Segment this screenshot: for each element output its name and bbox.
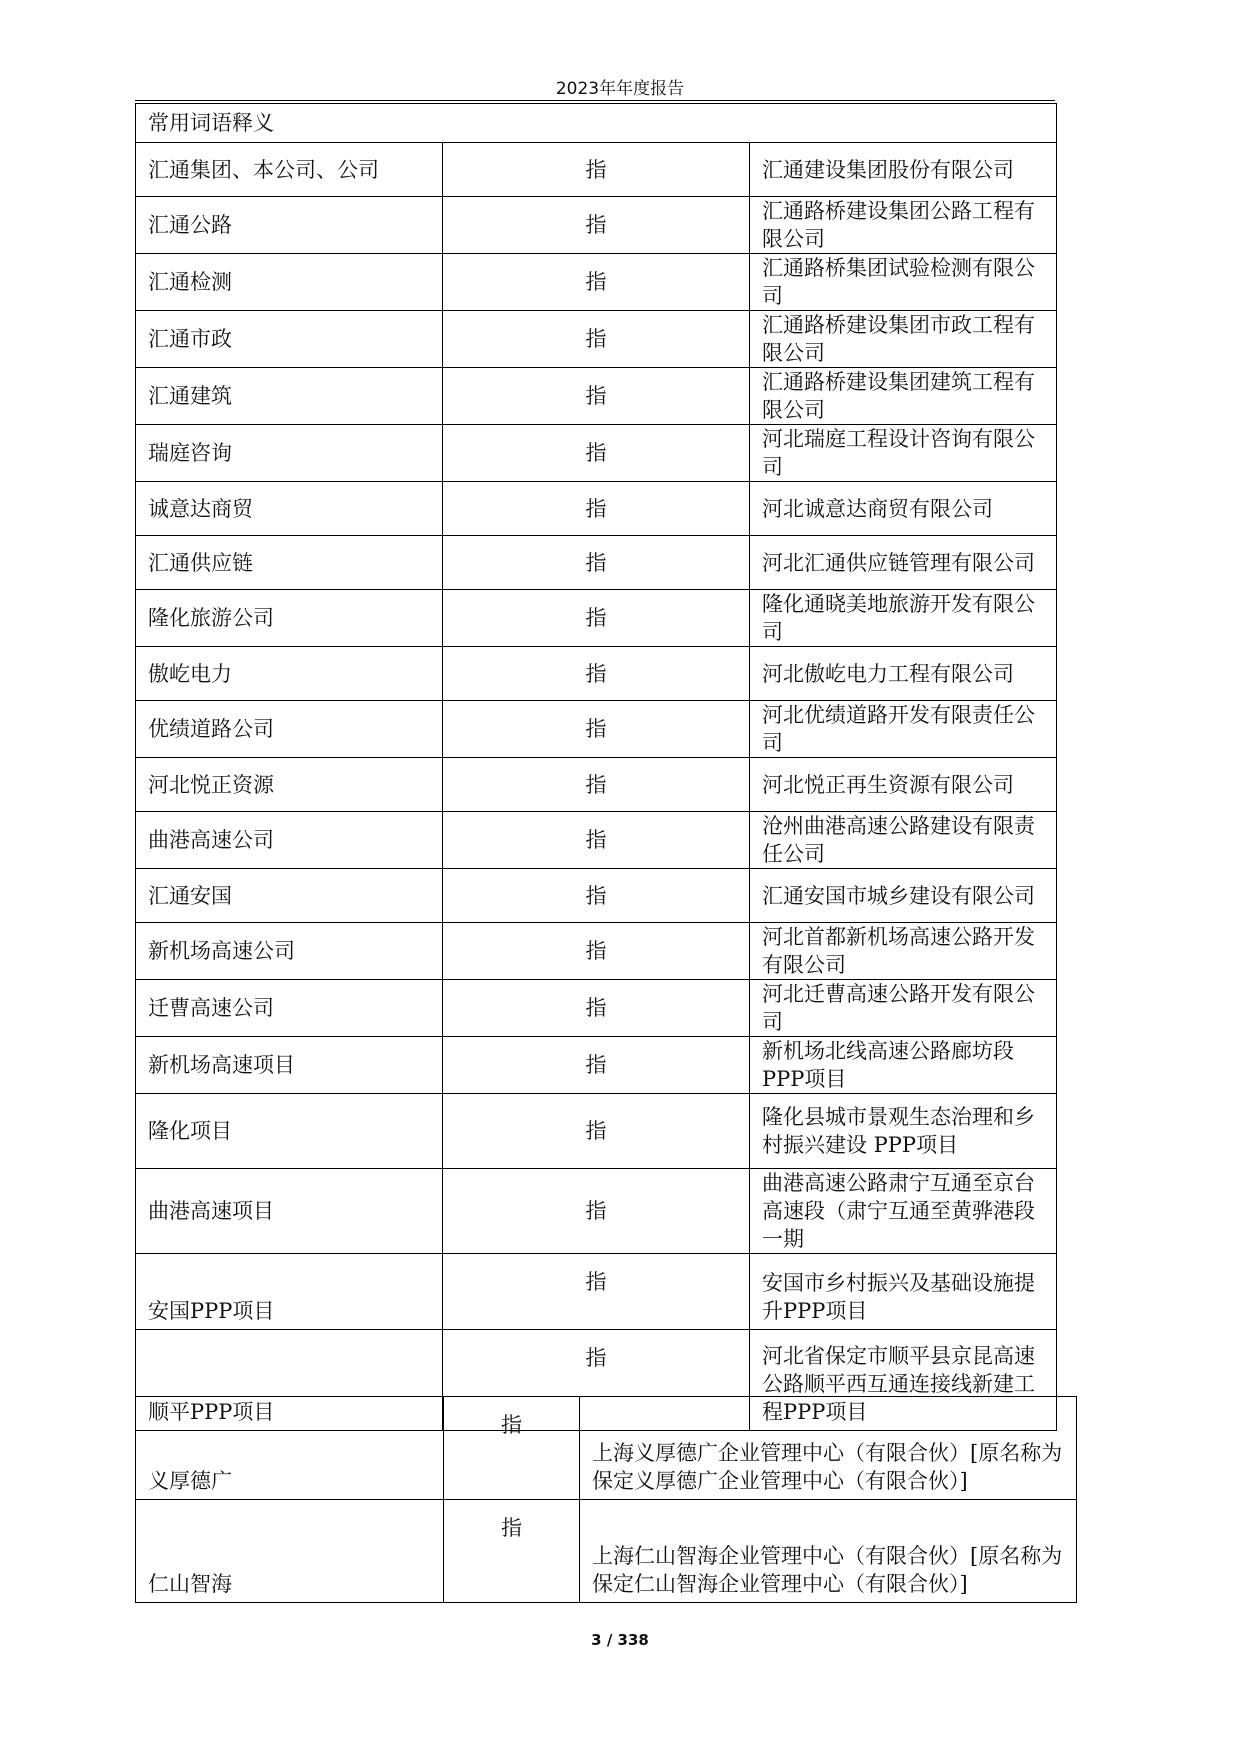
table-row (136, 1169, 1057, 1254)
term-cell: 瑞庭咨询 (136, 425, 443, 482)
glossary-table-continued (135, 1396, 1077, 1603)
table-row (136, 590, 1057, 647)
table-row (136, 647, 1057, 701)
term-cell: 新机场高速公司 (136, 923, 443, 980)
ref-cell: 指 (443, 647, 750, 701)
term-cell: 河北悦正资源 (136, 758, 443, 812)
definition-cell: 隆化通晓美地旅游开发有限公司 (750, 590, 1057, 647)
term-cell: 汇通建筑 (136, 368, 443, 425)
definition-cell: 汇通路桥建设集团市政工程有限公司 (750, 311, 1057, 368)
definition-cell: 河北省保定市顺平县京昆高速公路顺平西互通连接线新建工程PPP项目 (750, 1330, 1057, 1431)
definition-cell: 曲港高速公路肃宁互通至京台高速段（肃宁互通至黄骅港段一期 (750, 1169, 1057, 1254)
term-cell: 曲港高速公司 (136, 812, 443, 869)
term-cell: 迁曹高速公司 (136, 980, 443, 1037)
ref-cell: 指 (443, 590, 750, 647)
definition-cell: 汇通建设集团股份有限公司 (750, 143, 1057, 197)
ref-cell: 指 (443, 1169, 750, 1254)
definition-cell: 河北首都新机场高速公路开发有限公司 (750, 923, 1057, 980)
term-cell: 安国PPP项目 (136, 1254, 443, 1330)
ref-cell: 指 (444, 1397, 580, 1500)
table-row (136, 254, 1057, 311)
ref-cell: 指 (443, 368, 750, 425)
table-row (136, 1254, 1057, 1330)
definition-cell: 上海义厚德广企业管理中心（有限合伙）[原名称为保定义厚德广企业管理中心（有限合伙）] (580, 1397, 1077, 1500)
term-cell: 汇通市政 (136, 311, 443, 368)
page-number: 3 / 338 (591, 1631, 649, 1649)
definition-cell: 河北迁曹高速公路开发有限公司 (750, 980, 1057, 1037)
glossary-table (135, 103, 1057, 1431)
table-row (136, 143, 1057, 197)
table-row (136, 1037, 1057, 1094)
term-cell: 新机场高速项目 (136, 1037, 443, 1094)
table-row (136, 197, 1057, 254)
ref-cell: 指 (444, 1500, 580, 1603)
definition-cell: 汇通路桥建设集团公路工程有限公司 (750, 197, 1057, 254)
term-cell: 曲港高速项目 (136, 1169, 443, 1254)
page-header: 2023年年度报告 (555, 79, 685, 99)
term-cell: 仁山智海 (136, 1500, 444, 1603)
ref-cell: 指 (443, 254, 750, 311)
definition-cell: 河北悦正再生资源有限公司 (750, 758, 1057, 812)
definition-cell: 新机场北线高速公路廊坊段PPP项目 (750, 1037, 1057, 1094)
definition-cell: 隆化县城市景观生态治理和乡村振兴建设 PPP项目 (750, 1094, 1057, 1169)
ref-cell: 指 (443, 311, 750, 368)
definition-cell: 河北诚意达商贸有限公司 (750, 482, 1057, 536)
table-title: 常用词语释义 (136, 104, 1057, 143)
term-cell: 汇通公路 (136, 197, 443, 254)
ref-cell: 指 (443, 812, 750, 869)
term-cell: 汇通供应链 (136, 536, 443, 590)
definition-cell: 河北傲屹电力工程有限公司 (750, 647, 1057, 701)
definition-cell: 河北瑞庭工程设计咨询有限公司 (750, 425, 1057, 482)
term-cell: 诚意达商贸 (136, 482, 443, 536)
table-title-row (136, 104, 1057, 143)
table-row (136, 425, 1057, 482)
definition-cell: 汇通安国市城乡建设有限公司 (750, 869, 1057, 923)
definition-cell: 上海仁山智海企业管理中心（有限合伙）[原名称为保定仁山智海企业管理中心（有限合伙）] (580, 1500, 1077, 1603)
ref-cell: 指 (443, 482, 750, 536)
table-row (136, 311, 1057, 368)
table-row (136, 1094, 1057, 1169)
ref-cell: 指 (443, 923, 750, 980)
definition-cell: 安国市乡村振兴及基础设施提升PPP项目 (750, 1254, 1057, 1330)
term-cell: 汇通安国 (136, 869, 443, 923)
table-row (136, 482, 1057, 536)
definition-cell: 汇通路桥建设集团建筑工程有限公司 (750, 368, 1057, 425)
term-cell: 顺平PPP项目 (136, 1330, 443, 1431)
ref-cell: 指 (443, 1037, 750, 1094)
ref-cell: 指 (443, 197, 750, 254)
table-row (136, 980, 1057, 1037)
definition-cell: 河北汇通供应链管理有限公司 (750, 536, 1057, 590)
ref-cell: 指 (443, 980, 750, 1037)
table-row (136, 1397, 1077, 1500)
term-cell: 汇通检测 (136, 254, 443, 311)
ref-cell: 指 (443, 1254, 750, 1330)
term-cell: 傲屹电力 (136, 647, 443, 701)
table-row (136, 812, 1057, 869)
term-cell: 优绩道路公司 (136, 701, 443, 758)
table-row (136, 1500, 1077, 1603)
term-cell: 义厚德广 (136, 1397, 444, 1500)
ref-cell: 指 (443, 536, 750, 590)
term-cell: 隆化项目 (136, 1094, 443, 1169)
ref-cell: 指 (443, 701, 750, 758)
definition-cell: 沧州曲港高速公路建设有限责任公司 (750, 812, 1057, 869)
term-cell: 汇通集团、本公司、公司 (136, 143, 443, 197)
ref-cell: 指 (443, 758, 750, 812)
table-row (136, 869, 1057, 923)
table-row (136, 923, 1057, 980)
ref-cell: 指 (443, 1094, 750, 1169)
definition-cell: 汇通路桥集团试验检测有限公司 (750, 254, 1057, 311)
table-row (136, 758, 1057, 812)
table-row (136, 701, 1057, 758)
ref-cell: 指 (443, 869, 750, 923)
term-cell: 隆化旅游公司 (136, 590, 443, 647)
ref-cell: 指 (443, 425, 750, 482)
ref-cell: 指 (443, 1330, 750, 1431)
table-row (136, 368, 1057, 425)
definition-cell: 河北优绩道路开发有限责任公司 (750, 701, 1057, 758)
ref-cell: 指 (443, 143, 750, 197)
table-row (136, 536, 1057, 590)
header-rule (135, 100, 1055, 101)
